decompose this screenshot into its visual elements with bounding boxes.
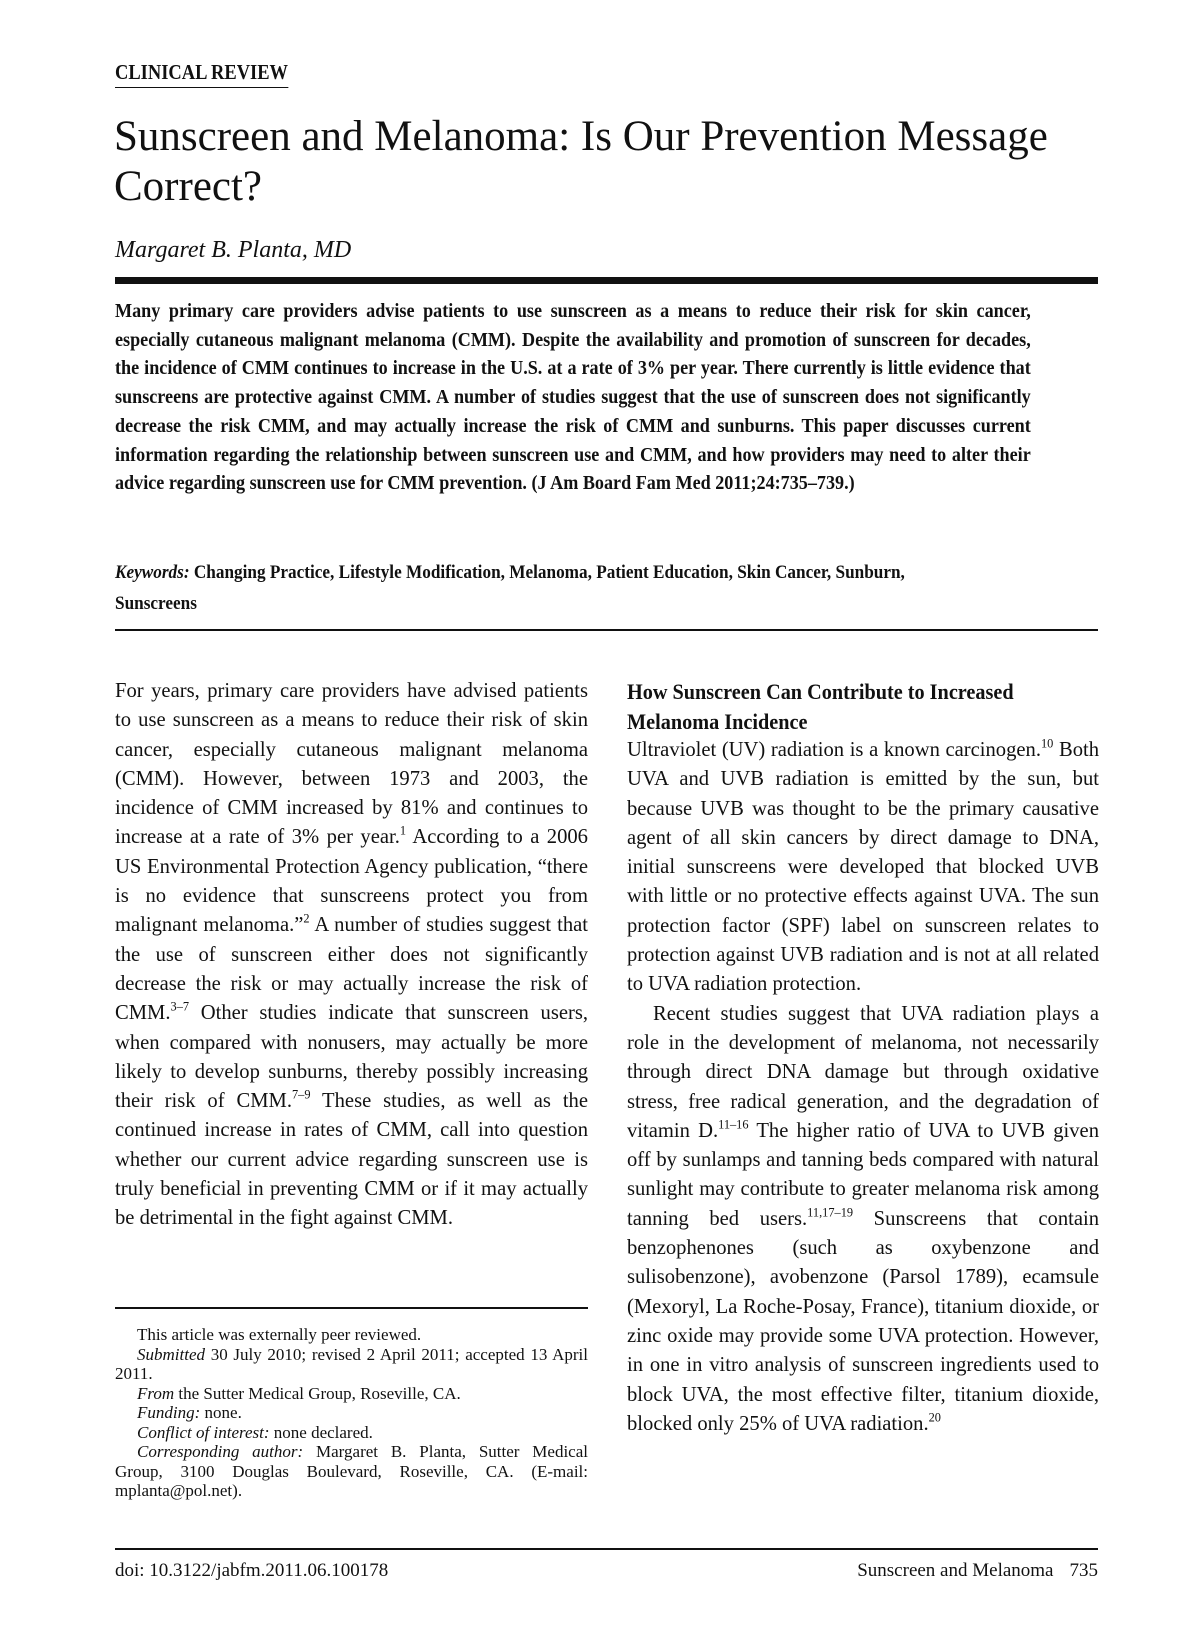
running-title: Sunscreen and Melanoma: [857, 1560, 1054, 1581]
text-run: Recent studies suggest that UVA radiation plays a role in the development of melanoma, not necessarily through direct DNA damage but through oxidative stress, free radical generation, and the degradation of vitamin D.: [627, 1002, 1099, 1142]
keywords-label: Keywords:: [115, 563, 190, 583]
keywords-list: Changing Practice, Lifestyle Modification, Melanoma, Patient Education, Skin Cancer, Sunburn, Sunscreens: [115, 563, 905, 614]
text-run: Ultraviolet (UV) radiation is a known carcinogen.: [627, 739, 1041, 761]
section-label: CLINICAL REVIEW: [115, 60, 288, 88]
article-title: Sunscreen and Melanoma: Is Our Prevention Message Correct?: [114, 113, 1048, 210]
reference-citation: 7–9: [291, 1087, 311, 1102]
footnote-text: the Sutter Medical Group, Roseville, CA.: [174, 1383, 461, 1403]
footnote-conflict: [115, 1423, 588, 1443]
text-run: For years, primary care providers have advised patients to use sunscreen as a means to reduce their risk of skin cancer, especially cutaneous malignant melanoma (CMM). However, between 1973 and 2003, the incidence of CMM increased by 81% and continues to increase at a rate of 3% per year.: [115, 680, 588, 849]
abstract: Many primary care providers advise patients to use sunscreen as a means to reduce their risk for skin cancer, especially cutaneous malignant melanoma (CMM). Despite the availability and promotion of sunscreen for decades, the incidence of CMM continues to increase in the U.S. at a rate of 3% per year. There currently is little evidence that sunscreens are protective against CMM. A number of studies suggest that the use of sunscreen does not significantly decrease the risk CMM, and may actually increase the risk of CMM and sunburns. This paper discusses current information regarding the relationship between sunscreen use and CMM, and how providers may need to alter their advice regarding sunscreen use for CMM prevention. (J Am Board Fam Med 2011;24:735–739.): [115, 301, 1031, 495]
footnote-funding: [115, 1403, 588, 1423]
page-number: 735: [1069, 1560, 1098, 1581]
footnote-text: 30 July 2010; revised 2 April 2011; accepted 13 April 2011.: [115, 1344, 588, 1383]
footnote-text: none declared.: [269, 1422, 373, 1442]
text-run: Other studies indicate that sunscreen users, when compared with nonusers, may actually be more likely to develop sunburns, thereby possibly increasing their risk of CMM.: [115, 1002, 588, 1113]
text-run: Both UVA and UVB radiation is emitted by the sun, but because UVB was thought to be the primary causative agent of all skin cancers by direct damage to DNA, initial sunscreens were developed that blocked UVB with little or no protective effects against UVA. The sun protection factor (SPF) label on sunscreen relates to protection against UVB radiation and is not at all related to UVA radiation protection.: [627, 739, 1100, 996]
footer-divider: [115, 1548, 1098, 1550]
doi: doi: 10.3122/jabfm.2011.06.100178: [115, 1560, 389, 1581]
abstract-divider: [115, 629, 1098, 631]
footnote-text: Margaret B. Planta, Sutter Medical Group, 3100 Douglas Boulevard, Roseville, CA. (E-mail: mplanta@pol.net).: [115, 1442, 588, 1500]
text-run: According to a 2006 US Environmental Protection Agency publication, “there is no evidence that sunscreens protect you from malignant melanoma.”: [115, 826, 588, 937]
section-heading: How Sunscreen Can Contribute to Increased Melanoma Incidence: [627, 679, 1014, 734]
reference-citation: 20: [928, 1410, 941, 1425]
footnote-from: [115, 1384, 588, 1404]
footnote-label: Submitted: [137, 1344, 205, 1364]
footnote-text: none.: [200, 1403, 242, 1422]
running-footer: [857, 1560, 1098, 1582]
text-run: Sunscreens that contain benzophenones (such as oxybenzone and sulisobenzone), avobenzone (Parsol 1789), ecamsule (Mexoryl, La Roche-Posay, France), titanium dioxide, or zinc oxide may provide some UVA protection. However, in one in vitro analysis of sunscreen ingredients used to block UVA, the most effective filter, titanium dioxide, blocked only 25% of UVA radiation.: [627, 1207, 1099, 1435]
footnote-submitted: [115, 1345, 588, 1384]
reference-citation: 11–16: [718, 1117, 749, 1132]
footnote-label: Conflict of interest:: [137, 1422, 270, 1442]
footnote-label: Funding:: [137, 1403, 201, 1422]
footnote-corresponding-author: [115, 1442, 588, 1501]
reference-citation: 11,17–19: [807, 1205, 854, 1220]
reference-citation: 3–7: [170, 999, 190, 1014]
right-column: [627, 677, 1099, 1439]
right-paragraph-1: [627, 736, 1099, 1000]
left-column-paragraph: [115, 677, 588, 1234]
footnote-divider: [115, 1307, 588, 1309]
header-divider: [115, 277, 1098, 284]
text-run: These studies, as well as the continued increase in rates of CMM, call into question whether our current advice regarding sunscreen use is truly beneficial in preventing CMM or if it may actually be detrimental in the fight against CMM.: [115, 1090, 588, 1230]
text-run: The higher ratio of UVA to UVB given off by sunlamps and tanning beds compared with natural sunlight may contribute to greater melanoma risk among tanning bed users.: [627, 1119, 1099, 1230]
footnote-label: From: [137, 1383, 175, 1403]
text-run: A number of studies suggest that the use of sunscreen either does not significantly decrease the risk or may actually increase the risk of CMM.: [115, 914, 588, 1025]
footnotes: [115, 1325, 588, 1501]
reference-citation: 10: [1040, 736, 1054, 751]
author-name: Margaret B. Planta, MD: [115, 237, 352, 263]
reference-citation: 1: [399, 823, 407, 838]
keywords: [115, 558, 952, 620]
footnote-peer-review: This article was externally peer reviewed.: [137, 1325, 422, 1344]
reference-citation: 2: [303, 911, 310, 926]
footnote-label: Corresponding author:: [137, 1442, 304, 1461]
right-paragraph-2: [627, 1000, 1099, 1439]
